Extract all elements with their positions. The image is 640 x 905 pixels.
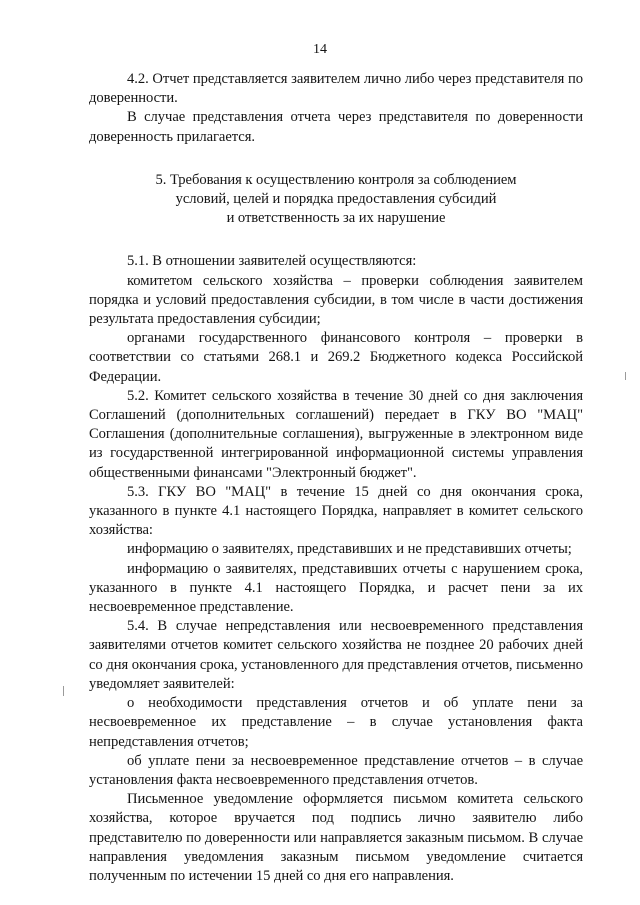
page-number: 14	[313, 42, 327, 57]
paragraph-5-1: 5.1. В отношении заявителей осуществляются:	[127, 253, 417, 270]
heading-line-1: 5. Требования к осуществлению контроля за соблюдением	[155, 171, 517, 188]
paragraph-5-3-info-reports: информацию о заявителях, представивших и не представивших отчеты;	[127, 541, 572, 558]
paragraph-5-1-committee: комитетом сельского хозяйства – проверки соблюдения заявителем порядка и условий предоставления субсидии, в том числе в части достижения результата предоставления субсидии;	[89, 272, 583, 328]
paragraph-4-2-proxy: В случае представления отчета через представителя по доверенности доверенность прилагается.	[89, 109, 583, 145]
section-5-heading	[89, 171, 583, 229]
paragraph-5-3-info-violations: информацию о заявителях, представивших отчеты с нарушением срока, указанного в пункте 4.1 настоящего Порядка, и расчет пени за их несвоевременное представление.	[89, 560, 583, 616]
document-body	[89, 70, 583, 886]
paragraph-5-2: 5.2. Комитет сельского хозяйства в течение 30 дней со дня заключения Соглашений (дополнительных соглашений) передает в ГКУ ВО "МАЦ" Соглашения (дополнительные соглашения), выгруженные в электронном виде из государственной интегрированной информационной системы управления общественными финансами "Электронный бюджет".	[89, 387, 583, 481]
scan-mark-left	[63, 686, 64, 696]
paragraph-5-3: 5.3. ГКУ ВО "МАЦ" в течение 15 дней со дня окончания срока, указанного в пункте 4.1 настоящего Порядка, направляет в комитет сельского хозяйства:	[89, 483, 583, 539]
paragraph-4-2: 4.2. Отчет представляется заявителем лично либо через представителя по доверенности.	[89, 71, 583, 107]
paragraph-5-1-financial-control: органами государственного финансового контроля – проверки в соответствии со статьями 268.1 и 269.2 Бюджетного кодекса Российской Федерации.	[89, 330, 583, 385]
paragraph-5-4: 5.4. В случае непредставления или несвоевременного представления заявителями отчетов комитет сельского хозяйства не позднее 20 рабочих дней со дня окончания срока, установленного для представления отчетов, письменно уведомляет заявителей:	[89, 618, 583, 692]
heading-line-3: и ответственность за их нарушение	[226, 210, 446, 227]
scan-mark-right	[625, 372, 626, 380]
paragraph-5-4-penalty: об уплате пени за несвоевременное представление отчетов – в случае установления факта несвоевременного представления отчетов.	[89, 752, 583, 788]
heading-line-2: условий, целей и порядка предоставления субсидий	[175, 191, 497, 208]
paragraph-written-notice: Письменное уведомление оформляется письмом комитета сельского хозяйства, которое вручается под подпись лично заявителю либо представителю по доверенности или направляется заказным письмом. В случае направления уведомления заказным письмом уведомление считается полученным по истечении 15 дней со дня его направления.	[89, 791, 583, 884]
paragraph-5-4-necessity: о необходимости представления отчетов и об уплате пени за несвоевременное их представление – в случае установления факта непредставления отчетов;	[89, 695, 583, 750]
